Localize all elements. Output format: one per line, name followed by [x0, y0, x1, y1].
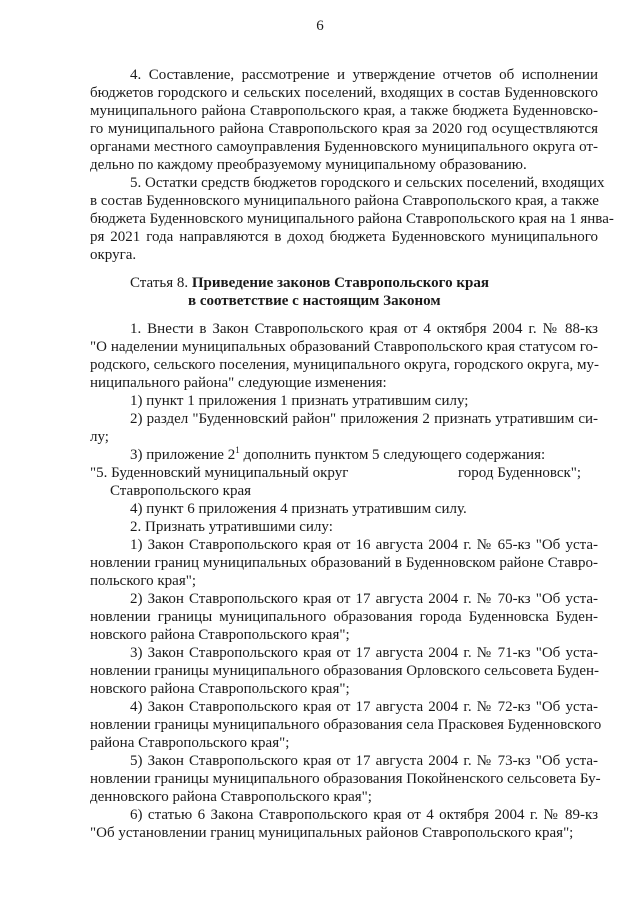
p4-line-1: 4. Составление, рассмотрение и утверждение отчетов об исполнении	[130, 67, 598, 83]
repeal6-line-2: "Об установлении границ муниципальных районов Ставропольского края";	[90, 825, 574, 841]
item1-line-3: родского, сельского поселения, муниципального округа, городского округа, му-	[90, 357, 599, 373]
sub3-post: дополнить пунктом 5 следующего содержания:	[239, 447, 546, 463]
sub3-pre: 3) приложение 2	[130, 447, 236, 463]
item2: 2. Признать утратившими силу:	[130, 519, 333, 535]
article-title-line-1: Приведение законов Ставропольского края	[191, 275, 489, 291]
p4-line-5: органами местного самоуправления Буденновского муниципального округа от-	[90, 139, 598, 155]
repeal5-line-2: новлении границы муниципального образования Покойненского сельсовета Бу-	[90, 771, 601, 787]
repeal3-line-1: 3) Закон Ставропольского края от 17 августа 2004 г. № 71-кз "Об уста-	[130, 645, 598, 661]
repeal4-line-3: района Ставропольского края";	[90, 735, 290, 751]
quote-right: город Буденновск";	[458, 465, 582, 481]
item1-line-2: "О наделении муниципальных образований Ставропольского края статусом го-	[90, 339, 598, 355]
repeal6-line-1: 6) статью 6 Закона Ставропольского края от 4 октября 2004 г. № 89-кз	[130, 807, 598, 823]
sub1: 1) пункт 1 приложения 1 признать утратившим силу;	[130, 393, 469, 409]
repeal5-line-3: денновского района Ставропольского края";	[90, 789, 372, 805]
article-label: Статья 8.	[130, 275, 189, 291]
sub2-line-1: 2) раздел "Буденновский район" приложения 2 признать утратившим си-	[130, 411, 598, 427]
repeal1-line-1: 1) Закон Ставропольского края от 16 августа 2004 г. № 65-кз "Об уста-	[130, 537, 598, 553]
p5-line-3: бюджета Буденновского муниципального района Ставропольского края на 1 янва-	[90, 211, 614, 227]
quote-left: "5. Буденновский муниципальный округ	[90, 465, 349, 481]
sub4: 4) пункт 6 приложения 4 признать утратившим силу.	[130, 501, 467, 517]
page-number: 6	[316, 18, 324, 34]
p4-line-4: го муниципального района Ставропольского края за 2020 год осуществляются	[90, 121, 598, 137]
article-heading	[130, 274, 489, 292]
repeal1-line-2: новлении границ муниципальных образований в Буденновском районе Ставро-	[90, 555, 598, 571]
quote-line-2: Ставропольского края	[110, 483, 251, 499]
sub3	[130, 446, 545, 464]
p4-line-2: бюджетов городского и сельских поселений, входящих в состав Буденновского	[90, 85, 598, 101]
article-title-line-2: в соответствие с настоящим Законом	[188, 293, 441, 309]
p5-line-1: 5. Остатки средств бюджетов городского и сельских поселений, входящих	[130, 175, 605, 191]
p5-line-5: округа.	[90, 247, 137, 263]
repeal4-line-2: новлении границы муниципального образования села Прасковея Буденновского	[90, 717, 602, 733]
repeal3-line-3: новского района Ставропольского края";	[90, 681, 350, 697]
p5-line-4: ря 2021 года направляются в доход бюджета Буденновского муниципального	[90, 229, 598, 245]
p4-line-6: дельно по каждому преобразуемому муниципальному образованию.	[90, 157, 527, 173]
repeal2-line-3: новского района Ставропольского края";	[90, 627, 350, 643]
repeal5-line-1: 5) Закон Ставропольского края от 17 августа 2004 г. № 73-кз "Об уста-	[130, 753, 598, 769]
repeal2-line-2: новлении границы муниципального образования города Буденновска Буден-	[90, 609, 598, 625]
repeal2-line-1: 2) Закон Ставропольского края от 17 августа 2004 г. № 70-кз "Об уста-	[130, 591, 598, 607]
sub2-line-2: лу;	[90, 429, 109, 445]
sub3-sup: 1	[235, 445, 240, 455]
item1-line-4: ниципального района" следующие изменения:	[90, 375, 387, 391]
repeal1-line-3: польского края";	[90, 573, 197, 589]
repeal4-line-1: 4) Закон Ставропольского края от 17 августа 2004 г. № 72-кз "Об уста-	[130, 699, 598, 715]
p4-line-3: муниципального района Ставропольского края, а также бюджета Буденновско-	[90, 103, 598, 119]
item1-line-1: 1. Внести в Закон Ставропольского края от 4 октября 2004 г. № 88-кз	[130, 321, 598, 337]
p5-line-2: в состав Буденновского муниципального района Ставропольского края, а также	[90, 193, 599, 209]
repeal3-line-2: новлении границы муниципального образования Орловского сельсовета Буден-	[90, 663, 599, 679]
